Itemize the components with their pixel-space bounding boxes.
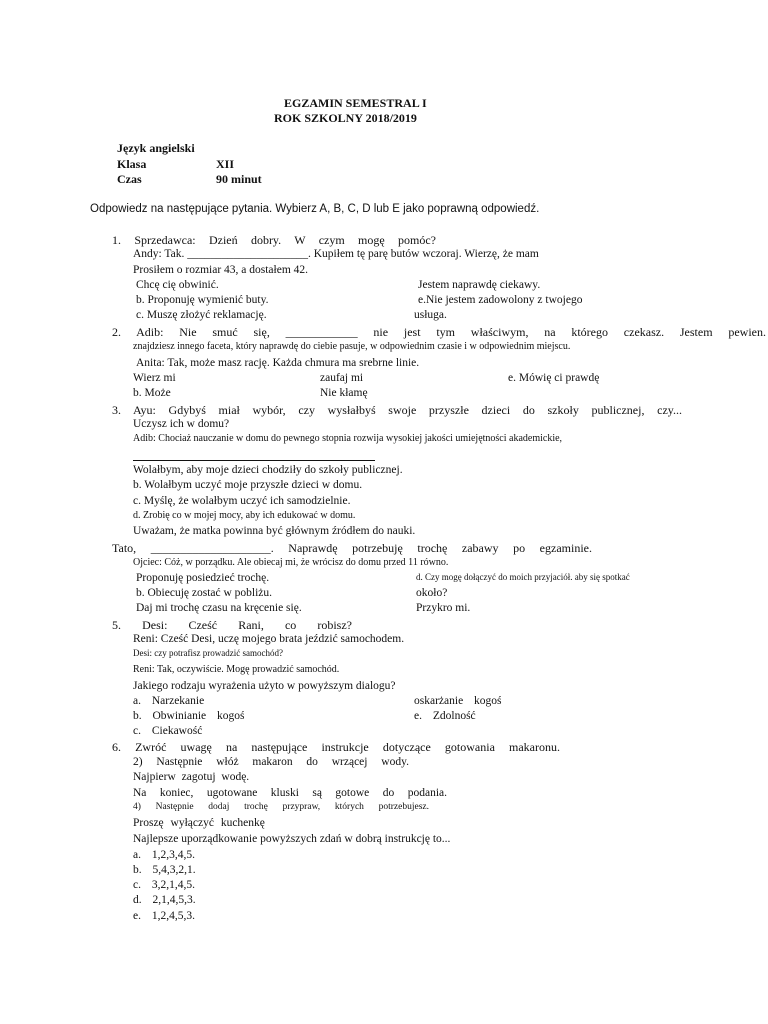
- q6-option-c: c. 3,2,1,4,5.: [133, 879, 195, 891]
- q5-reni1: Reni: Cześć Desi, uczę mojego brata jeździć samochodem.: [133, 633, 405, 645]
- q6-step5: Proszę wyłączyć kuchenkę: [133, 817, 265, 829]
- exam-title-line1: EGZAMIN SEMESTRAL I: [284, 96, 427, 110]
- q5-question: Jakiego rodzaju wyrażenia użyto w powyższym dialogu?: [133, 680, 396, 692]
- q3-option-d: d. Zrobię co w mojej mocy, aby ich edukować w domu.: [133, 510, 356, 521]
- q2-option-b: b. Może: [133, 387, 171, 399]
- q4-stem: Tato, ____________________. Naprawdę potrzebuję trochę zabawy po egzaminie.: [112, 541, 592, 555]
- q2-option-e: e. Mówię ci prawdę: [508, 372, 600, 384]
- q1-option-b: b. Proponuję wymienić buty.: [136, 294, 269, 306]
- q1-option-a: Chcę cię obwinić.: [136, 279, 219, 291]
- q6-option-e: e. 1,2,4,5,3.: [133, 910, 195, 922]
- q4-option-a: Proponuję posiedzieć trochę.: [136, 572, 270, 584]
- q6-step4: 4) Następnie dodaj trochę przypraw, których potrzebujesz.: [133, 802, 429, 812]
- q3-option-a: Wolałbym, aby moje dzieci chodziły do szkoły publicznej.: [133, 464, 403, 476]
- q1-line3: Prosiłem o rozmiar 43, a dostałem 42.: [133, 264, 309, 276]
- q1-option-c: c. Muszę złożyć reklamację.: [136, 309, 267, 321]
- q4-option-e: Przykro mi.: [416, 602, 471, 614]
- instructions: Odpowiedz na następujące pytania. Wybierz A, B, C, D lub E jako poprawną odpowiedź.: [90, 203, 540, 215]
- q5-desi: Desi: czy potrafisz prowadzić samochód?: [133, 648, 283, 658]
- class-label: Klasa: [117, 157, 147, 171]
- q5-option-c: c. Ciekawość: [133, 725, 203, 737]
- q3-option-b: b. Wolałbym uczyć moje przyszłe dzieci w domu.: [133, 479, 363, 491]
- q5-option-d: oskarżanie kogoś: [414, 695, 502, 707]
- q3-adib: Adib: Chociaż nauczanie w domu do pewnego stopnia rozwija wysokiej jakości umiejętności akademickie,: [133, 433, 563, 444]
- q1-option-e-cont: usługa.: [414, 309, 447, 321]
- q1-option-e: e.Nie jestem zadowolony z twojego: [418, 294, 583, 306]
- q2-option-a: Wierz mi: [133, 372, 176, 384]
- q5-option-a: a. Narzekanie: [133, 695, 205, 707]
- class-value: XII: [216, 157, 235, 171]
- q1-option-d: Jestem naprawdę ciekawy.: [418, 279, 541, 291]
- q4-father: Ojciec: Cóż, w porządku. Ale obiecaj mi, że wrócisz do domu przed 11 równo.: [133, 557, 449, 568]
- q4-option-b: b. Obiecuję zostać w pobliżu.: [136, 587, 273, 599]
- time-label: Czas: [117, 172, 142, 186]
- q3-stem: 3. Ayu: Gdybyś miał wybór, czy wysłałbyś swoje przyszłe dzieci do szkoły publicznej, czy...: [112, 403, 682, 417]
- q3-answer-blank: [133, 460, 375, 461]
- q6-step2: 2) Następnie włóż makaron do wrzącej wody.: [133, 756, 409, 768]
- q4-option-d-cont: około?: [416, 587, 448, 599]
- q1-stem: 1. Sprzedawca: Dzień dobry. W czym mogę pomóc?: [112, 233, 436, 247]
- q4-option-d: d. Czy mogę dołączyć do moich przyjaciół. aby się spotkać: [416, 572, 630, 582]
- q5-option-e: e. Zdolność: [414, 710, 476, 722]
- q6-stem: 6. Zwróć uwagę na następujące instrukcje dotyczące gotowania makaronu.: [112, 740, 560, 754]
- q2-option-d: Nie kłamę: [320, 387, 368, 399]
- q2-anita: Anita: Tak, może masz rację. Każda chmura ma srebrne linie.: [136, 357, 420, 369]
- q6-option-b: b. 5,4,3,2,1.: [133, 864, 196, 876]
- q2-stem: 2. Adib: Nie smuć się, ____________ nie jest tym właściwym, na którego czekasz. Jestem pewien.: [112, 325, 766, 339]
- q6-step1: Najpierw zagotuj wodę.: [133, 771, 250, 783]
- q1-andy: Andy: Tak. _____________________. Kupiłem tę parę butów wczoraj. Wierzę, że mam: [133, 248, 539, 260]
- exam-title-line2: ROK SZKOLNY 2018/2019: [274, 111, 417, 125]
- q5-stem: 5. Desi: Cześć Rani, co robisz?: [112, 618, 352, 632]
- q6-question: Najlepsze uporządkowanie powyższych zdań w dobrą instrukcję to...: [133, 833, 451, 845]
- q6-option-d: d. 2,1,4,5,3.: [133, 894, 196, 906]
- q5-reni2: Reni: Tak, oczywiście. Mogę prowadzić samochód.: [133, 664, 340, 675]
- time-value: 90 minut: [216, 172, 262, 186]
- q3-line2: Uczysz ich w domu?: [133, 418, 230, 430]
- subject-label: Język angielski: [117, 141, 195, 155]
- q4-option-c: Daj mi trochę czasu na kręcenie się.: [136, 602, 302, 614]
- q5-option-b: b. Obwinianie kogoś: [133, 710, 245, 722]
- q2-option-c: zaufaj mi: [320, 372, 364, 384]
- q3-option-e: Uważam, że matka powinna być głównym źródłem do nauki.: [133, 525, 416, 537]
- q6-option-a: a. 1,2,3,4,5.: [133, 849, 195, 861]
- q6-step3: Na koniec, ugotowane kluski są gotowe do podania.: [133, 787, 447, 799]
- q3-option-c: c. Myślę, że wolałbym uczyć ich samodzielnie.: [133, 495, 351, 507]
- q2-line2: znajdziesz innego faceta, który naprawdę do ciebie pasuje, w odpowiednim czasie i w odpowiednim miejscu.: [133, 341, 571, 352]
